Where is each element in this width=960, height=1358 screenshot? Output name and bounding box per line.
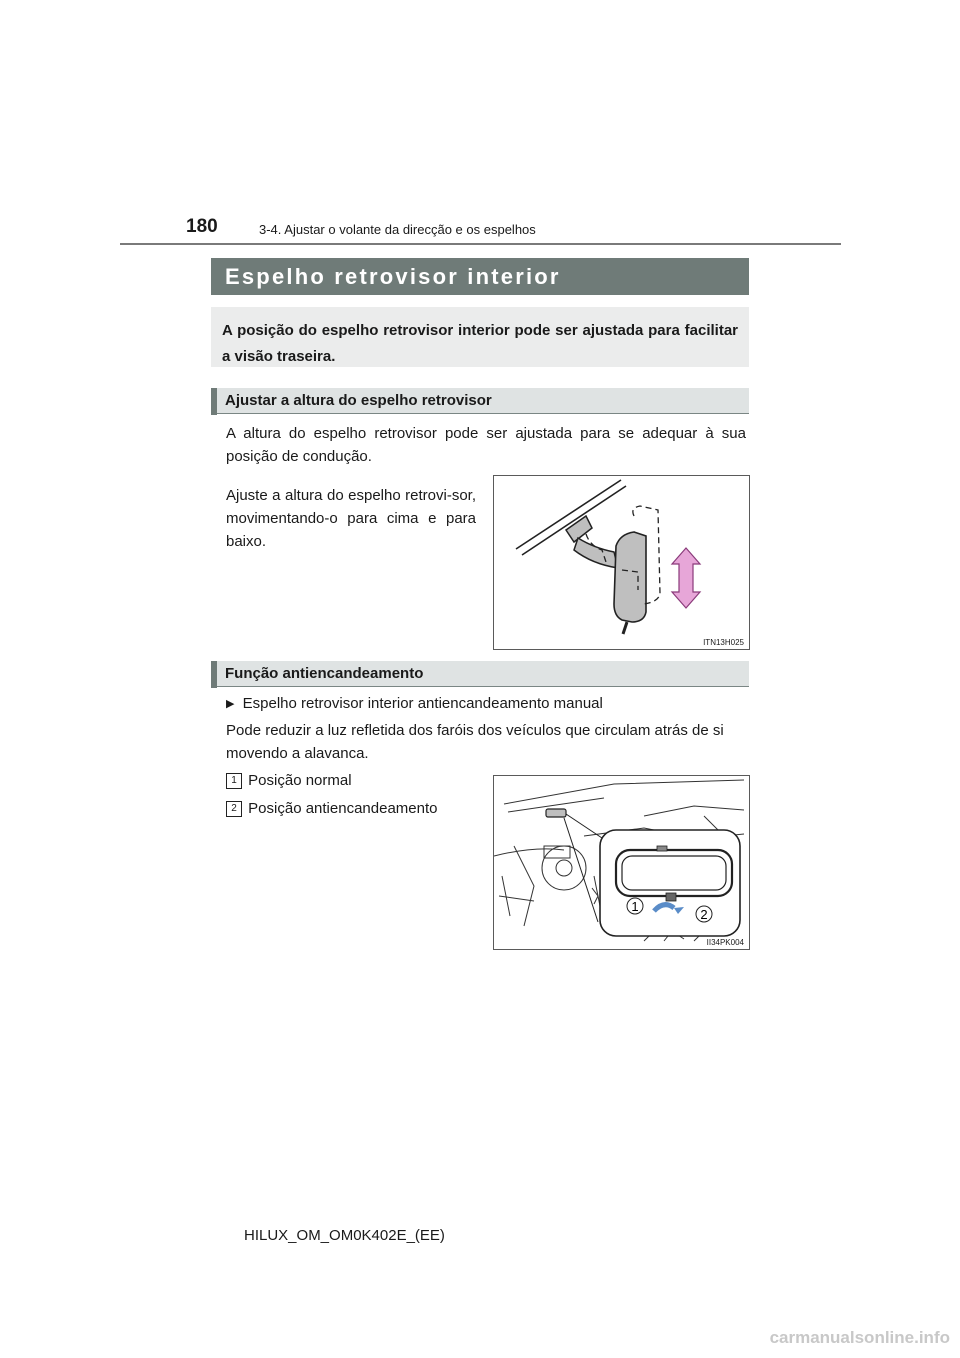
item-label-1: Posição normal (248, 772, 352, 789)
page-number: 180 (186, 216, 218, 237)
antiglare-bullet-row (226, 692, 746, 716)
section-title: Espelho retrovisor interior (225, 264, 561, 289)
callout-2: 2 (700, 907, 708, 922)
triangle-bullet-icon: ▶ (226, 698, 235, 710)
watermark-brand: carmanualsonline.info (769, 1328, 950, 1347)
figure-code: II34PK004 (706, 938, 744, 947)
item-label-2: Posição antiencandeamento (248, 800, 438, 817)
antiglare-bullet: Espelho retrovisor interior antiencandeamento manual (242, 695, 603, 712)
figure-code: ITN13H025 (703, 638, 744, 647)
car-interior-illustration (494, 776, 749, 949)
height-adjust-paragraph: A altura do espelho retrovisor pode ser ajustada para se adequar à sua posição de condução. (226, 425, 746, 465)
heading-accent (211, 388, 217, 415)
callout-1: 1 (631, 899, 639, 914)
antiglare-item-2 (226, 797, 437, 820)
item-number-2: 2 (226, 801, 242, 817)
height-adjust-instruction: Ajuste a altura do espelho retrovi-sor, movimentando-o para cima e para baixo. (226, 487, 476, 550)
antiglare-item-1 (226, 769, 352, 792)
antiglare-heading: Função antiencandeamento (225, 665, 424, 682)
intro-text: A posição do espelho retrovisor interior pode ser ajustada para facilitar a visão traseira. (222, 322, 738, 365)
antiglare-heading-bar (211, 661, 749, 687)
item-number-1: 1 (226, 773, 242, 789)
document-code: HILUX_OM_OM0K402E_(EE) (244, 1227, 445, 1244)
section-title-bar (211, 258, 749, 295)
heading-accent (211, 661, 217, 688)
chapter-title: 3-4. Ajustar o volante da direcção e os espelhos (259, 222, 536, 237)
mirror-height-illustration (494, 476, 749, 649)
antiglare-figure (493, 775, 750, 950)
height-adjust-heading: Ajustar a altura do espelho retrovisor (225, 392, 492, 409)
height-adjust-heading-bar (211, 388, 749, 414)
mirror-height-figure (493, 475, 750, 650)
intro-box (211, 307, 749, 367)
antiglare-paragraph: Pode reduzir a luz refletida dos faróis dos veículos que circulam atrás de si movendo a alavanca. (226, 722, 724, 762)
header-rule (120, 243, 841, 245)
